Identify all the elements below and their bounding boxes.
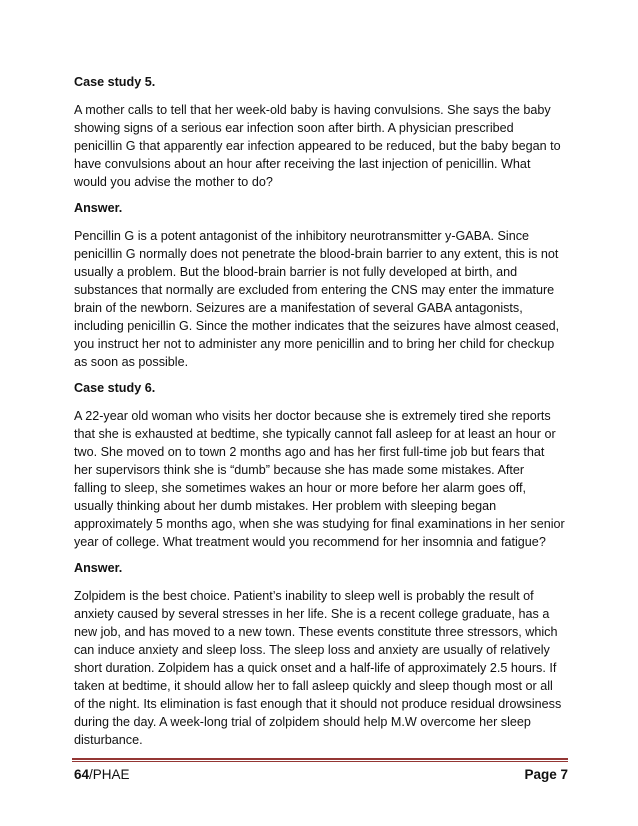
text-line: during the day. A week-long trial of zolpidem should help M.W overcome her sleep — [74, 715, 531, 729]
text-line: penicillin G that apparently ear infection appeared to be reduced, but the baby began to — [74, 139, 561, 153]
footer-page-label: Page 7 — [524, 767, 568, 782]
text-line: taken at bedtime, it should allow her to fall asleep quickly and sleep though most or all — [74, 679, 553, 693]
text-line: her supervisors think she is “dumb” because she has made some mistakes. After — [74, 463, 525, 477]
text-line: year of college. What treatment would you recommend for her insomnia and fatigue? — [74, 535, 546, 549]
text-line: including penicillin G. Since the mother indicates that the seizures have almost ceased, — [74, 319, 560, 333]
case-study-5-question — [74, 101, 569, 191]
page-content — [74, 73, 569, 749]
footer-course-code — [74, 766, 130, 784]
case-study-5-heading: Case study 5. — [74, 75, 156, 89]
text-line: would you advise the mother to do? — [74, 175, 273, 189]
text-line: approximately 5 months ago, when she was studying for final examinations in her senior — [74, 517, 565, 531]
case-study-6-question — [74, 407, 569, 551]
text-line: of the night. Its elimination is fast enough that it should not produce residual drowsiness — [74, 697, 562, 711]
case-study-6-answer — [74, 587, 569, 749]
text-line: penicillin G normally does not penetrate the blood-brain barrier to any extent, this is not — [74, 247, 559, 261]
text-line: substances that normally are excluded from entering the CNS may enter the immature — [74, 283, 555, 297]
case-study-5-answer — [74, 227, 569, 371]
text-line: anxiety caused by several stresses in her life. She is a recent college graduate, has a — [74, 607, 550, 621]
text-line: can induce anxiety and sleep loss. The sleep loss and anxiety are usually of relatively — [74, 643, 550, 657]
text-line: Zolpidem is the best choice. Patient’s inability to sleep well is probably the result of — [74, 589, 534, 603]
text-line: that she is exhausted at bedtime, she typically cannot fall asleep for at least an hour or — [74, 427, 556, 441]
text-line: two. She moved on to town 2 months ago and has her first full-time job but fears that — [74, 445, 545, 459]
text-line: falling to sleep, she sometimes wakes an hour or more before her alarm goes off, — [74, 481, 526, 495]
text-line: usually thinking about her dumb mistakes. Her problem with sleeping began — [74, 499, 497, 513]
text-line: A 22-year old woman who visits her doctor because she is extremely tired she reports — [74, 409, 551, 423]
text-line: short duration. Zolpidem has a quick onset and a half-life of approximately 2.5 hours. If — [74, 661, 557, 675]
case-study-5-answer-heading: Answer. — [74, 201, 123, 215]
text-line: brain of the newborn. Seizures are a manifestation of several GABA antagonists, — [74, 301, 523, 315]
text-line: A mother calls to tell that her week-old baby is having convulsions. She says the baby — [74, 103, 551, 117]
text-line: as soon as possible. — [74, 355, 189, 369]
text-line: usually a problem. But the blood-brain barrier is not fully developed at birth, and — [74, 265, 518, 279]
text-line: Pencillin G is a potent antagonist of the inhibitory neurotransmitter y-GABA. Since — [74, 229, 530, 243]
text-line: have convulsions about an hour after receiving the last injection of penicillin. What — [74, 157, 531, 171]
footer-rule-thin — [72, 761, 568, 762]
footer-rule — [72, 758, 568, 760]
footer-page-number-bold: 64 — [74, 767, 90, 782]
case-study-6-heading: Case study 6. — [74, 381, 156, 395]
footer-course-suffix: /PHAE — [89, 767, 130, 782]
text-line: new job, and has moved to a new town. These events constitute three stressors, which — [74, 625, 558, 639]
text-line: showing signs of a serious ear infection soon after birth. A physician prescribed — [74, 121, 514, 135]
text-line: you instruct her not to administer any more penicillin and to bring her child for checkup — [74, 337, 555, 351]
case-study-6-answer-heading: Answer. — [74, 561, 123, 575]
text-line: disturbance. — [74, 733, 143, 747]
